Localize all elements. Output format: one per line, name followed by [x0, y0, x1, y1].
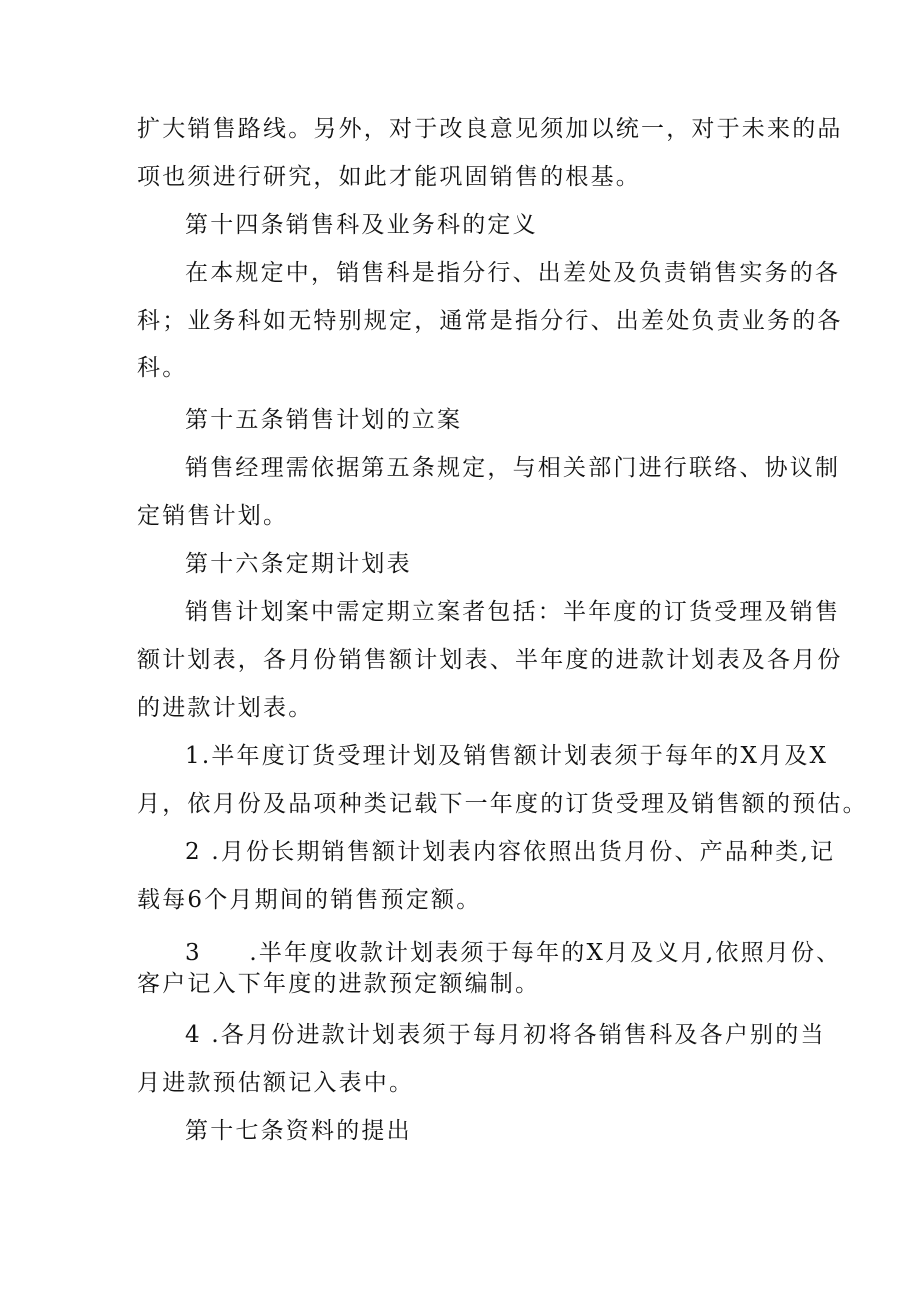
list-item-3: 3 .半年度收款计划表须于每年的X月及义月,依照月份、 [185, 940, 842, 966]
text-line: 定销售计划。 [137, 503, 289, 529]
article-heading: 第十七条资料的提出 [185, 1118, 412, 1144]
text-line: 扩大销售路线。另外，对于改良意见须加以统一，对于未来的品 [137, 116, 843, 142]
text-line: 的进款计划表。 [137, 695, 314, 721]
text-line: 额计划表，各月份销售额计划表、半年度的进款计划表及各月份 [137, 647, 843, 673]
text-line: 月进款预估额记入表中。 [137, 1070, 415, 1096]
text-line: 销售计划案中需定期立案者包括：半年度的订货受理及销售 [185, 599, 841, 625]
text-line: 科。 [137, 355, 188, 381]
text-line: 科；业务科如无特别规定，通常是指分行、出差处负责业务的各 [137, 308, 843, 334]
list-item-4: 4 .各月份进款计划表须于每月初将各销售科及各户别的当 [185, 1022, 826, 1048]
article-heading: 第十四条销售科及业务科的定义 [185, 212, 538, 238]
text-line: 载每6个月期间的销售预定额。 [137, 887, 482, 913]
text-line: 项也须进行研究，如此才能巩固销售的根基。 [137, 164, 641, 190]
article-heading: 第十五条销售计划的立案 [185, 407, 463, 433]
text-line: 销售经理需依据第五条规定，与相关部门进行联络、协议制 [185, 455, 841, 481]
list-item-2: 2 .月份长期销售额计划表内容依照出货月份、产品种类,记 [185, 839, 836, 865]
text-line: 在本规定中，销售科是指分行、出差处及负责销售实务的各 [185, 260, 841, 286]
text-line: 月，依月份及品项种类记载下一年度的订货受理及销售额的预估。 [137, 791, 868, 817]
article-heading: 第十六条定期计划表 [185, 551, 412, 577]
list-item-1: 1.半年度订货受理计划及销售额计划表须于每年的X月及X [185, 743, 829, 769]
text-line: 客户记入下年度的进款预定额编制。 [137, 971, 541, 997]
